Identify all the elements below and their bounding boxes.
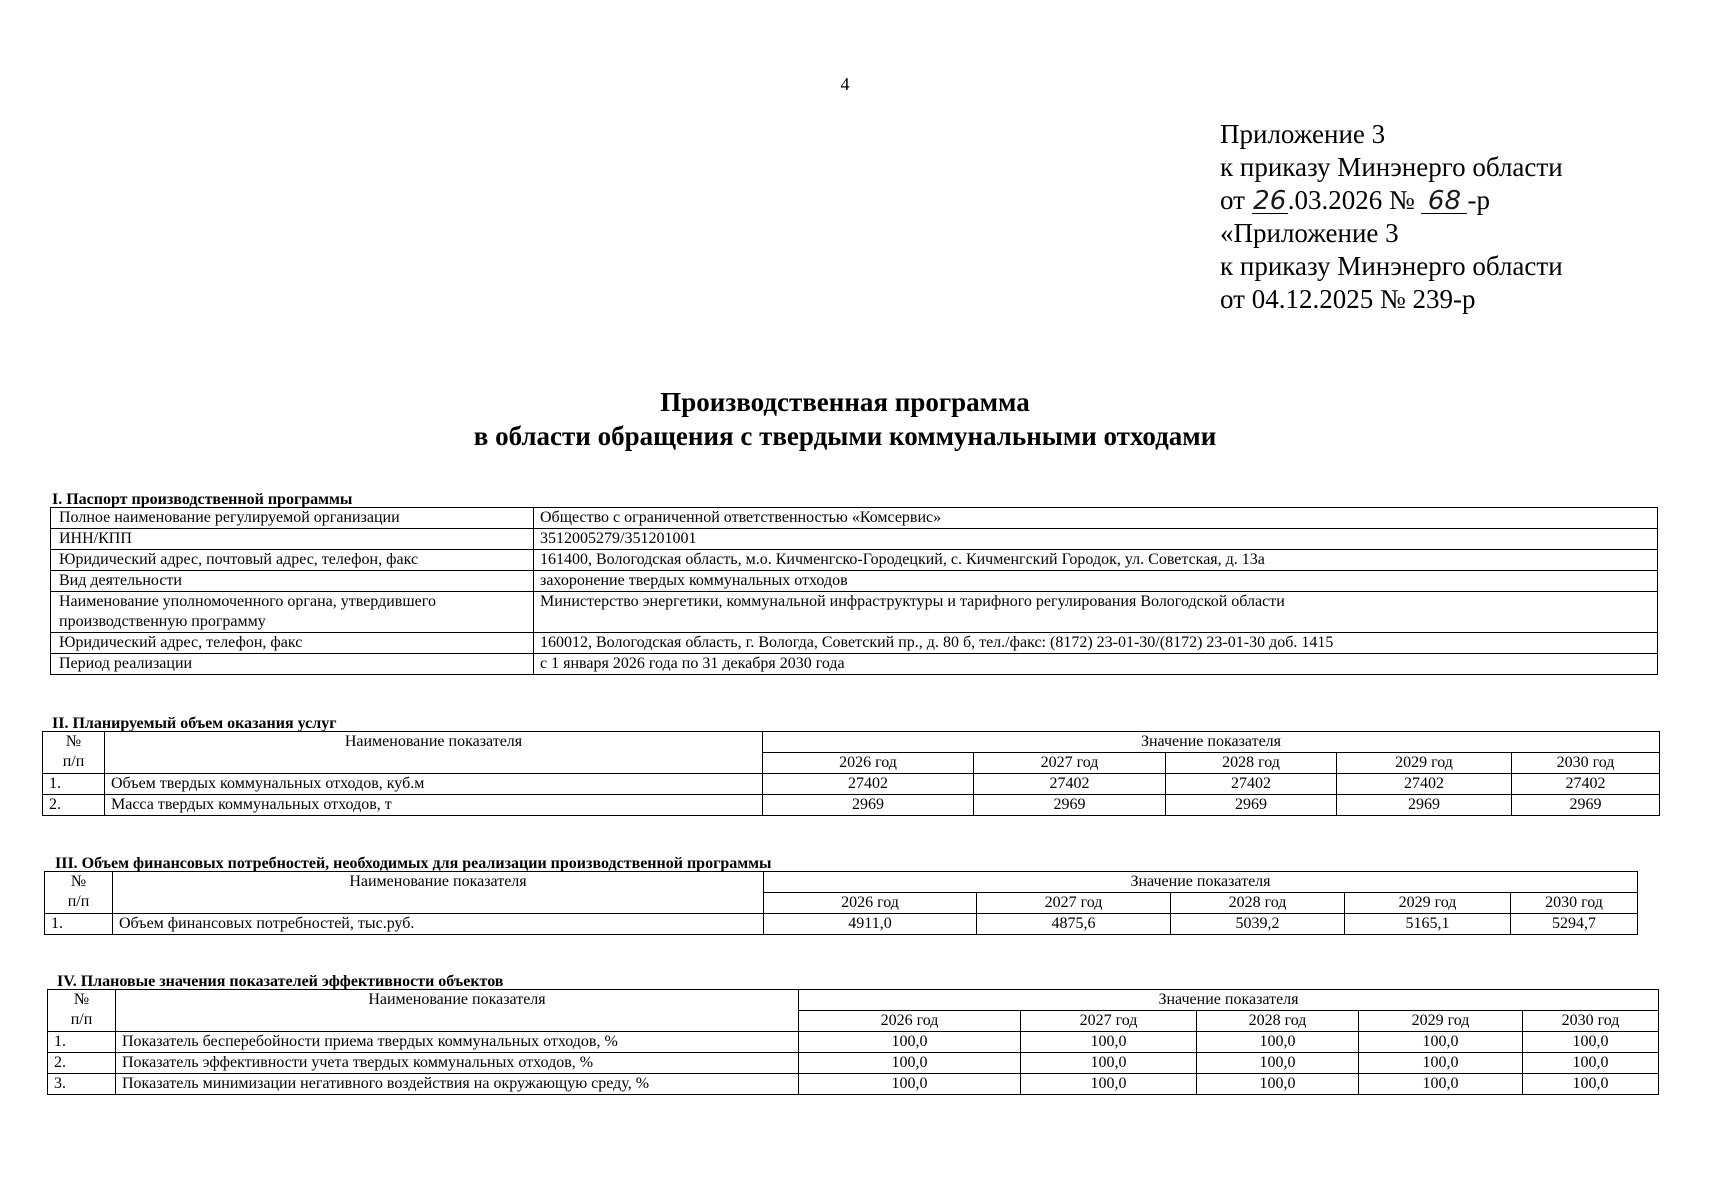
passport-label: ИНН/КПП: [51, 529, 534, 550]
header-year: 2029 год: [1337, 753, 1512, 774]
row-num: 2.: [43, 795, 105, 816]
table-row: [43, 774, 1660, 795]
header-name: Наименование показателя: [116, 990, 799, 1032]
table-row: [51, 592, 1658, 633]
header-year: 2027 год: [974, 753, 1166, 774]
row-value: 100,0: [799, 1074, 1021, 1095]
header-year: 2026 год: [763, 753, 974, 774]
header-num: № п/п: [45, 872, 113, 914]
header-year: 2027 год: [1021, 1011, 1197, 1032]
row-value: 4875,6: [977, 914, 1171, 935]
header-year: 2026 год: [764, 893, 977, 914]
row-value: 100,0: [1359, 1032, 1523, 1053]
page-number: 4: [840, 74, 850, 94]
row-value: 100,0: [1197, 1074, 1359, 1095]
passport-value: Общество с ограниченной ответственностью «Комсервис»: [534, 508, 1658, 529]
table-row: [51, 508, 1658, 529]
row-value: 2969: [1512, 795, 1660, 816]
passport-table: [50, 507, 1658, 675]
header-year: 2030 год: [1511, 893, 1638, 914]
row-value: 5294,7: [1511, 914, 1638, 935]
header-year: 2028 год: [1166, 753, 1337, 774]
section-2-title: II. Планируемый объем оказания услуг: [52, 715, 337, 732]
passport-label: Наименование уполномоченного органа, утвердившего производственную программу: [51, 592, 534, 633]
header-year: 2027 год: [977, 893, 1171, 914]
table-row: [51, 571, 1658, 592]
section-1-title: I. Паспорт производственной программы: [52, 491, 353, 508]
table-header-row: [45, 872, 1638, 893]
table-header-row: [48, 990, 1659, 1011]
row-value: 100,0: [799, 1032, 1021, 1053]
row-value: 100,0: [1021, 1053, 1197, 1074]
header-year: 2029 год: [1359, 1011, 1523, 1032]
document-title: [0, 385, 1690, 453]
row-name: Показатель бесперебойности приема твердых коммунальных отходов, %: [116, 1032, 799, 1053]
header-name: Наименование показателя: [113, 872, 764, 914]
row-name: Показатель эффективности учета твердых коммунальных отходов, %: [116, 1053, 799, 1074]
row-num: 2.: [48, 1053, 116, 1074]
table-row: [48, 1032, 1659, 1053]
row-value: 100,0: [799, 1053, 1021, 1074]
row-value: 27402: [974, 774, 1166, 795]
row-value: 27402: [1166, 774, 1337, 795]
row-value: 100,0: [1021, 1074, 1197, 1095]
appendix-date-prefix: от: [1220, 185, 1245, 215]
table-row: [51, 529, 1658, 550]
row-name: Масса твердых коммунальных отходов, т: [105, 795, 763, 816]
header-year: 2030 год: [1512, 753, 1660, 774]
table-row: [51, 550, 1658, 571]
passport-label: Юридический адрес, телефон, факс: [51, 633, 534, 654]
table-header-row: [43, 732, 1660, 753]
header-value: Значение показателя: [799, 990, 1659, 1011]
financial-needs-table: [44, 871, 1638, 935]
row-value: 27402: [763, 774, 974, 795]
row-name: Объем твердых коммунальных отходов, куб.м: [105, 774, 763, 795]
handwritten-day: 26: [1253, 186, 1287, 216]
title-line-1: Производственная программа: [660, 387, 1030, 417]
title-line-2: в области обращения с твердыми коммунальными отходами: [473, 421, 1217, 451]
row-num: 1.: [45, 914, 113, 935]
section-4-title: IV. Плановые значения показателей эффективности объектов: [57, 973, 504, 990]
table-row: [45, 914, 1638, 935]
passport-value: с 1 января 2026 года по 31 декабря 2030 года: [534, 654, 1658, 675]
row-num: 1.: [43, 774, 105, 795]
row-value: 100,0: [1359, 1074, 1523, 1095]
row-value: 27402: [1512, 774, 1660, 795]
row-value: 27402: [1337, 774, 1512, 795]
row-value: 2969: [763, 795, 974, 816]
handwritten-order-number: 68: [1421, 189, 1467, 214]
row-value: 100,0: [1359, 1053, 1523, 1074]
passport-label: Полное наименование регулируемой организации: [51, 508, 534, 529]
passport-value: 3512005279/351201001: [534, 529, 1658, 550]
planned-volume-table: [42, 731, 1660, 816]
row-num: 1.: [48, 1032, 116, 1053]
header-value: Значение показателя: [764, 872, 1638, 893]
passport-value: Министерство энергетики, коммунальной инфраструктуры и тарифного регулирования Вологодской области: [534, 592, 1658, 633]
row-value: 100,0: [1021, 1032, 1197, 1053]
row-value: 100,0: [1197, 1053, 1359, 1074]
row-value: 5039,2: [1171, 914, 1345, 935]
header-name: Наименование показателя: [105, 732, 763, 774]
appendix-order-suffix: -р: [1467, 185, 1490, 215]
appendix-date-rest: .03.2026 №: [1287, 185, 1415, 215]
header-year: 2029 год: [1345, 893, 1511, 914]
table-row: [51, 633, 1658, 654]
appendix-line-2: к приказу Минэнерго области: [1220, 152, 1563, 182]
table-row: [48, 1053, 1659, 1074]
passport-value: 160012, Вологодская область, г. Вологда, Советский пр., д. 80 б, тел./факс: (8172) 23-01-30/(8172) 23-01-30 доб. 1415: [534, 633, 1658, 654]
table-row: [43, 795, 1660, 816]
appendix-line-1: Приложение 3: [1220, 119, 1386, 149]
appendix-line-5: к приказу Минэнерго области: [1220, 251, 1563, 281]
row-name: Объем финансовых потребностей, тыс.руб.: [113, 914, 764, 935]
header-num: № п/п: [43, 732, 105, 774]
table-row: [48, 1074, 1659, 1095]
passport-value: 161400, Вологодская область, м.о. Кичменгско-Городецкий, с. Кичменгский Городок, ул. Советская, д. 13а: [534, 550, 1658, 571]
efficiency-table: [47, 989, 1659, 1095]
row-value: 100,0: [1197, 1032, 1359, 1053]
row-value: 100,0: [1523, 1032, 1659, 1053]
header-year: 2028 год: [1171, 893, 1345, 914]
row-value: 5165,1: [1345, 914, 1511, 935]
header-year: 2030 год: [1523, 1011, 1659, 1032]
appendix-line-3: [1220, 184, 1563, 217]
row-value: 2969: [1337, 795, 1512, 816]
appendix-line-4: «Приложение 3: [1220, 218, 1399, 248]
row-num: 3.: [48, 1074, 116, 1095]
passport-label: Вид деятельности: [51, 571, 534, 592]
passport-label: Период реализации: [51, 654, 534, 675]
row-value: 100,0: [1523, 1053, 1659, 1074]
table-row: [51, 654, 1658, 675]
header-value: Значение показателя: [763, 732, 1660, 753]
row-value: 4911,0: [764, 914, 977, 935]
row-value: 2969: [974, 795, 1166, 816]
header-num: № п/п: [48, 990, 116, 1032]
appendix-block: [1220, 118, 1563, 316]
header-year: 2028 год: [1197, 1011, 1359, 1032]
row-name: Показатель минимизации негативного воздействия на окружающую среду, %: [116, 1074, 799, 1095]
appendix-line-6: от 04.12.2025 № 239-р: [1220, 284, 1476, 314]
passport-value: захоронение твердых коммунальных отходов: [534, 571, 1658, 592]
row-value: 2969: [1166, 795, 1337, 816]
header-year: 2026 год: [799, 1011, 1021, 1032]
passport-label: Юридический адрес, почтовый адрес, телефон, факс: [51, 550, 534, 571]
section-3-title: III. Объем финансовых потребностей, необходимых для реализации производственной программы: [55, 855, 772, 872]
row-value: 100,0: [1523, 1074, 1659, 1095]
